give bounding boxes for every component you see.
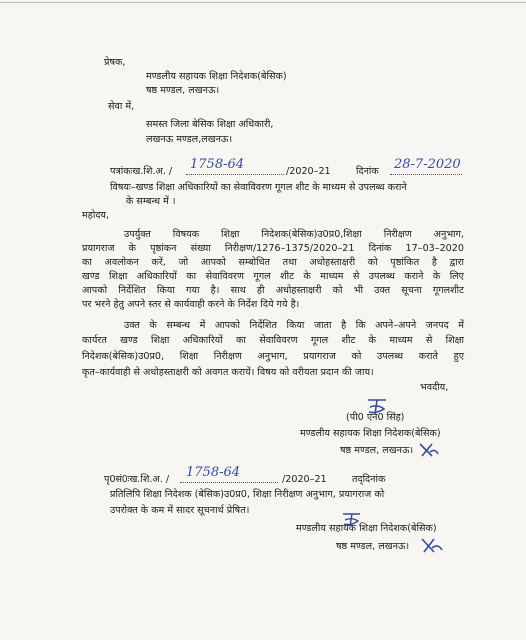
endorsement-ref-dotted-line bbox=[180, 482, 278, 483]
recipient-office: लखनऊ मण्डल,लखनऊ। bbox=[146, 134, 233, 145]
para1-line-3: का अवलोकन करें, जो आपको सम्बोधित तथा अधोहस्ताक्षरी को पृष्ठांकित है द्वारा bbox=[82, 257, 464, 268]
signatory-designation: मण्डलीय सहायक शिक्षा निदेशक(बेसिक) bbox=[300, 428, 441, 439]
para1-line-6: पर भरने हेतु अपने स्तर से कार्यवाही करने के निर्देश दिये गये है। bbox=[82, 299, 300, 310]
ref-date-dotted-line bbox=[390, 174, 462, 175]
ref-date-handwritten: 28-7-2020 bbox=[394, 157, 461, 172]
para1-line-2: प्रयागराज के पृष्ठांकन संख्या निरीक्षण/1276–1375/2020–21 दिनांक 17–03–2020 bbox=[82, 243, 464, 254]
endorsement-signatory-designation: मण्डलीय सहायक शिक्षा निदेशक(बेसिक) bbox=[296, 523, 437, 534]
signatory-name: (पी0 एन0 सिंह) bbox=[346, 412, 405, 423]
initials-signature-2 bbox=[418, 440, 440, 458]
endorsement-ref-number-handwritten: 1758-64 bbox=[186, 465, 241, 480]
endorsement-ref-date-label: तद्‌दिनांक bbox=[352, 474, 386, 485]
sender-designation: मण्डलीय सहायक शिक्षा निदेशक(बेसिक) bbox=[146, 71, 287, 82]
salutation: महोदय, bbox=[82, 210, 110, 221]
para1-line-4: खण्ड शिक्षा अधिकारियों का सेवाविवरण गूगल शीट के माध्यम से उपलब्ध कराने के लिए bbox=[82, 271, 464, 282]
closing: भवदीय, bbox=[420, 382, 449, 393]
sender-label: प्रेषक, bbox=[104, 57, 126, 68]
to-label: सेवा में, bbox=[108, 101, 135, 112]
para2-line-1: उक्त के सम्बन्ध में आपको निर्देशित किया जाता है कि अपने–अपने जनपद में bbox=[124, 320, 464, 331]
para1-line-1: उपर्युक्त विषयक शिक्षा निदेशक(बेसिक)उ0प्र0,शिक्षा निरीक्षण अनुभाग, bbox=[124, 229, 464, 240]
para2-line-4: कृत–कार्यवाही से अधोहस्ताक्षरी को अवगत करायें। विषय को वरीयता प्रदान की जाय। bbox=[82, 367, 374, 378]
signatory-office: षष्ठ मण्डल, लखनऊ। bbox=[340, 445, 414, 456]
para2-line-3: निदेशक(बेसिक)उ0प्र0, शिक्षा निरीक्षण अनुभाग, प्रयागराज को उपलब्ध कराते हुए bbox=[82, 351, 464, 362]
endorsement-ref-prefix: पृ0सं0ःख.शि.अ. / bbox=[104, 474, 170, 485]
sender-office: षष्ठ मण्डल, लखनऊ। bbox=[146, 85, 220, 96]
ref-year: /2020–21 bbox=[286, 166, 331, 177]
scan-edge bbox=[0, 2, 526, 3]
endorsement-signatory-office: षष्ठ मण्डल, लखनऊ। bbox=[336, 541, 410, 552]
ref-number-handwritten: 1758-64 bbox=[190, 157, 245, 172]
subject-line-2: के सम्बन्ध में । bbox=[126, 196, 176, 207]
endorsement-line-1: प्रतिलिपि शिक्षा निदेशक (बेसिक)उ0प्र0, शिक्षा निरीक्षण अनुभाग, प्रयागराज को bbox=[110, 489, 385, 500]
subject-line-1: विषयः–खण्ड शिक्षा अधिकारियों का सेवाविवरण गूगल शीट के माध्यम से उपलब्ध कराने bbox=[110, 182, 407, 193]
endorsement-line-2: उपरोक्त के कम में सादर सूचनार्थ प्रेषित। bbox=[110, 505, 250, 516]
ref-number-dotted-line bbox=[186, 174, 284, 175]
para2-line-2: कार्यरत खण्ड शिक्षा अधिकारियों का सेवाविवरण गूगल शीट के माध्यम से शिक्षा bbox=[82, 335, 464, 346]
recipient-designation: समस्त जिला बेसिक शिक्षा अधिकारी, bbox=[146, 119, 274, 130]
ref-date-label: दिनांक bbox=[356, 166, 379, 177]
endorsement-ref-year: /2020–21 bbox=[282, 474, 327, 485]
para1-line-5: आपको निर्देशित किया गया है। साथ ही अधोहस्ताक्षरी को भी उक्त सूचना गूगलशीट bbox=[82, 285, 464, 296]
initials-signature-4 bbox=[420, 534, 444, 556]
ref-prefix: पत्रांकःख.शि.अ. / bbox=[110, 166, 173, 177]
